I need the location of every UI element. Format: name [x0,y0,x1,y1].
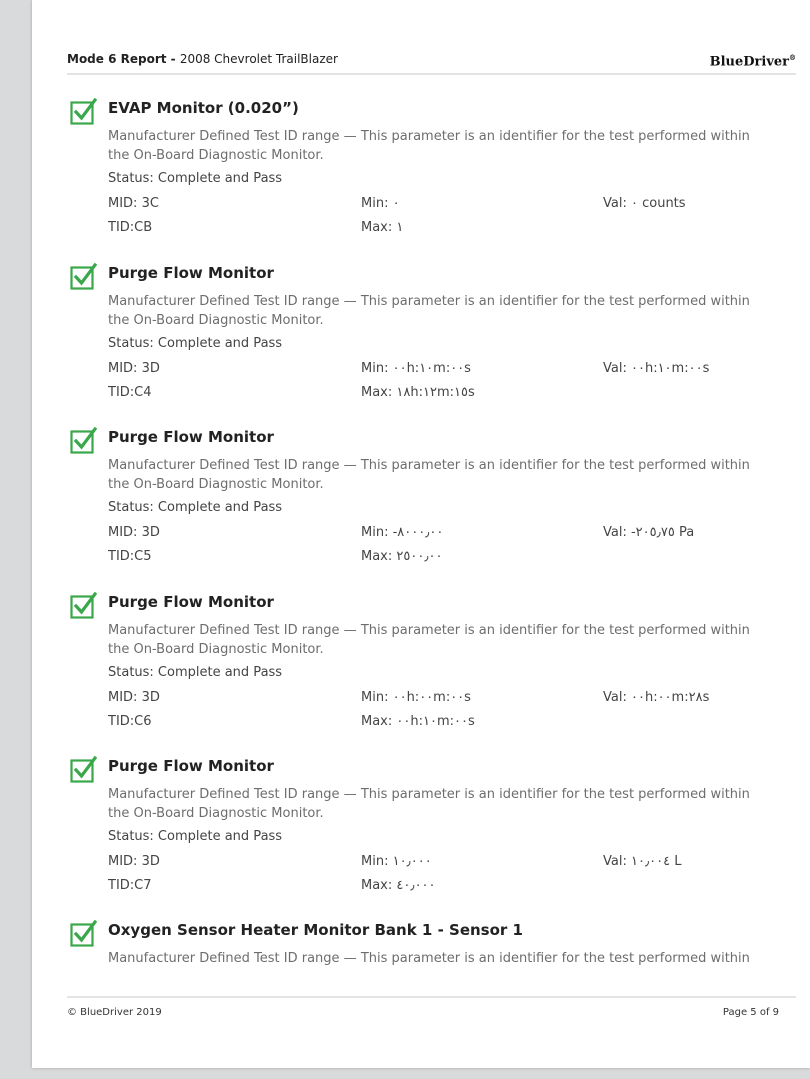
mid-value: MID: 3D [108,525,160,540]
val-value: Val: ٠ counts [603,196,686,211]
monitor-title: Purge Flow Monitor [108,428,274,446]
monitor-section [70,592,790,742]
min-value: Min: ١٠٫٠٠٠ [361,854,432,869]
checkbox-checked-icon [70,98,97,125]
min-value: Min: -٨٠٠٠٫٠٠ [361,525,444,540]
max-value: Max: ١ [361,220,404,235]
header-divider [67,73,796,75]
monitor-description: Manufacturer Defined Test ID range — This parameter is an identifier for the test performed within the On-Board Diagnostic Monitor. [108,458,750,492]
monitor-status: Status: Complete and Pass [108,171,283,186]
report-header [67,52,796,70]
monitor-status: Status: Complete and Pass [108,829,283,844]
checkbox-checked-icon [70,920,97,947]
monitor-status: Status: Complete and Pass [108,500,283,515]
monitor-section [70,263,790,413]
monitor-title: EVAP Monitor (0.020”) [108,99,299,117]
min-value: Min: ٠ [361,196,400,211]
monitor-section [70,920,790,980]
checkbox-checked-icon [70,263,97,290]
mid-value: MID: 3D [108,854,160,869]
checkbox-checked-icon [70,592,97,619]
val-value: Val: ١٠٫٠٠٤ L [603,854,682,869]
footer-copyright: © BlueDriver 2019 [67,1007,162,1018]
tid-value: TID:C4 [108,385,152,400]
footer-divider [67,996,796,998]
page-number: Page 5 of 9 [722,1007,779,1018]
monitor-description: Manufacturer Defined Test ID range — This parameter is an identifier for the test performed within [108,951,750,966]
tid-value: TID:C6 [108,714,152,729]
monitor-section [70,98,790,248]
monitor-description: Manufacturer Defined Test ID range — This parameter is an identifier for the test performed within the On-Board Diagnostic Monitor. [108,294,750,328]
monitor-description: Manufacturer Defined Test ID range — This parameter is an identifier for the test performed within the On-Board Diagnostic Monitor. [108,129,750,163]
mid-value: MID: 3C [108,196,159,211]
monitor-status: Status: Complete and Pass [108,336,283,351]
monitor-section [70,427,790,577]
monitor-title: Purge Flow Monitor [108,757,274,775]
max-value: Max: ١٨h:١٢m:١٥s [361,385,475,400]
mid-value: MID: 3D [108,690,160,705]
tid-value: TID:C7 [108,878,152,893]
max-value: Max: ٠٠h:١٠m:٠٠s [361,714,475,729]
min-value: Min: ٠٠h:١٠m:٠٠s [361,361,471,376]
min-value: Min: ٠٠h:٠٠m:٠٠s [361,690,471,705]
checkbox-checked-icon [70,756,97,783]
val-value: Val: ٠٠h:٠٠m:٢٨s [603,690,710,705]
mid-value: MID: 3D [108,361,160,376]
monitor-title: Oxygen Sensor Heater Monitor Bank 1 - Sensor 1 [108,921,523,939]
max-value: Max: ٢٥٠٠٫٠٠ [361,549,443,564]
tid-value: TID:CB [108,220,153,235]
monitor-description: Manufacturer Defined Test ID range — This parameter is an identifier for the test performed within the On-Board Diagnostic Monitor. [108,787,750,821]
monitor-status: Status: Complete and Pass [108,665,283,680]
monitor-section [70,756,790,906]
vehicle-name: 2008 Chevrolet TrailBlazer [179,52,338,66]
tid-value: TID:C5 [108,549,152,564]
monitor-title: Purge Flow Monitor [108,264,274,282]
val-value: Val: -٢٠٥٫٧٥ Pa [603,525,695,540]
max-value: Max: ٤٠٫٠٠٠ [361,878,436,893]
checkbox-checked-icon [70,427,97,454]
monitor-title: Purge Flow Monitor [108,593,274,611]
brand-logo: BlueDriver® [709,53,796,70]
monitor-description: Manufacturer Defined Test ID range — This parameter is an identifier for the test performed within the On-Board Diagnostic Monitor. [108,623,750,657]
val-value: Val: ٠٠h:١٠m:٠٠s [603,361,710,376]
report-label: Mode 6 Report - [67,52,180,66]
